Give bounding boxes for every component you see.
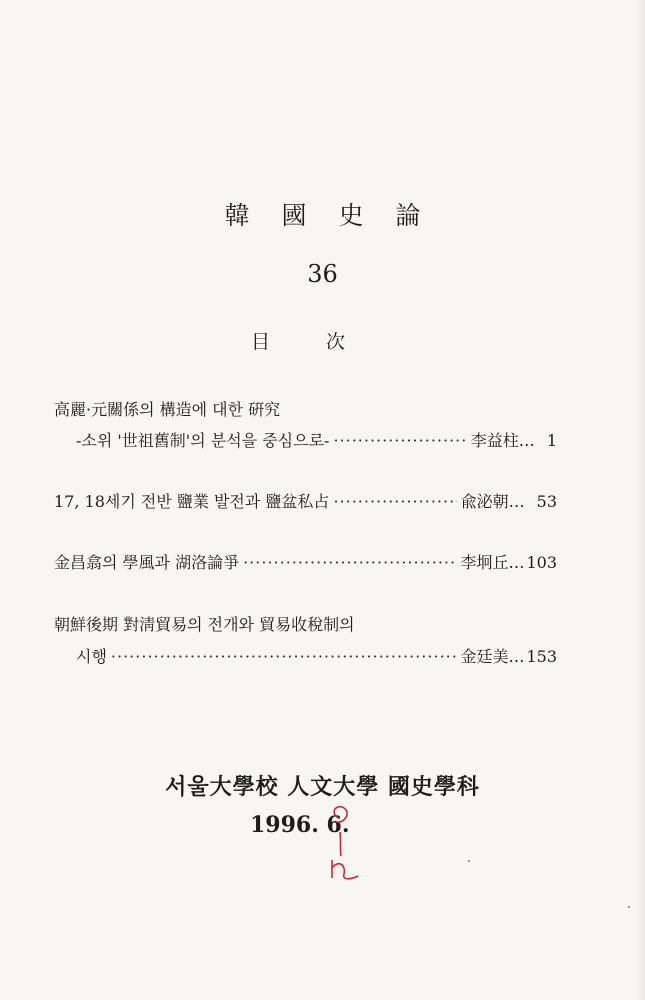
- contents-heading: [251, 327, 345, 354]
- toc-entry-2: [54, 489, 557, 512]
- toc-entry-subtitle-text: -소위 '世祖舊制'의 분석을 중심으로-: [76, 431, 330, 450]
- toc-entry-title-text: 金昌翕의 學風과 湖洛論爭: [54, 553, 240, 572]
- toc-entry-author: 李坰丘…: [460, 553, 525, 572]
- toc-entry-page: 153: [526, 647, 557, 666]
- toc-entry-1-subtitle-line: [76, 428, 557, 451]
- contents-heading-char-2: 次: [326, 331, 346, 353]
- publication-date: 1996. 6.: [250, 812, 350, 838]
- dot-leader: [333, 492, 456, 511]
- page-edge-shadow: [635, 0, 645, 1000]
- toc-entry-page: 53: [536, 492, 557, 511]
- toc-entry-4-continuation: [76, 644, 557, 667]
- toc-entry-4-title: [54, 612, 557, 635]
- dot-leader: [243, 553, 456, 572]
- paper-speck: [628, 906, 630, 908]
- toc-entry-author: 金廷美…: [460, 647, 525, 666]
- dot-leader: [111, 647, 457, 666]
- toc-entry-title-text: 高麗·元關係의 構造에 대한 硏究: [54, 400, 281, 419]
- journal-title: 韓 國 史 論: [224, 201, 433, 230]
- toc-entry-1-title: [54, 397, 557, 420]
- paper-speck: [468, 860, 470, 862]
- toc-entry-3: [54, 550, 557, 573]
- toc-entry-author: 李益柱…: [470, 431, 535, 450]
- toc-entry-title-continuation: 시행: [76, 647, 107, 666]
- toc-entry-page: 103: [526, 553, 557, 572]
- toc-entry-title-text: 朝鮮後期 對淸貿易의 전개와 貿易收稅制의: [54, 615, 355, 634]
- toc-entry-title-text: 17, 18세기 전반 鹽業 발전과 鹽盆私占: [54, 492, 330, 511]
- volume-number: 36: [307, 260, 338, 288]
- handwritten-mark-icon: [318, 800, 378, 890]
- toc-entry-page: 1: [546, 431, 557, 450]
- contents-heading-char-1: 目: [251, 331, 271, 353]
- toc-entry-author: 兪泌朝…: [460, 492, 525, 511]
- publisher: 서울大學校 人文大學 國史學科: [165, 774, 480, 800]
- dot-leader: [333, 431, 466, 450]
